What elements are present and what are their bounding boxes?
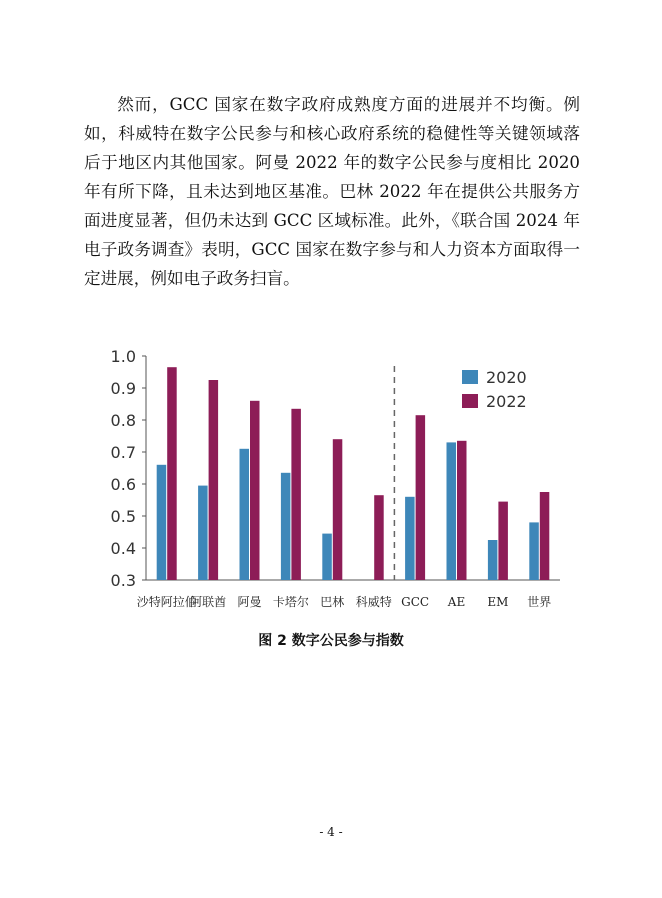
legend: [462, 368, 527, 411]
bar-2020-7: [447, 442, 457, 580]
bar-2020-3: [281, 473, 291, 580]
page-number: - 4 -: [319, 825, 343, 839]
x-tick-label: 卡塔尔: [272, 595, 309, 609]
legend-label-2022: 2022: [486, 392, 527, 411]
y-tick-label: 0.7: [110, 443, 136, 462]
bar-2022-5: [374, 495, 384, 580]
y-tick-label: 1.0: [110, 347, 136, 366]
bar-2022-6: [416, 415, 426, 580]
legend-swatch-2022: [462, 394, 478, 408]
bar-2020-9: [529, 522, 539, 580]
bar-2022-9: [540, 492, 550, 580]
y-tick-label: 0.4: [110, 539, 136, 558]
bar-2022-7: [457, 441, 467, 580]
x-tick-label: 巴林: [320, 595, 345, 609]
legend-label-2020: 2020: [486, 368, 527, 387]
x-tick-label: 科威特: [355, 595, 392, 609]
y-tick-label: 0.3: [110, 571, 136, 590]
y-tick-label: 0.5: [110, 507, 136, 526]
x-tick-label: 阿曼: [237, 595, 262, 609]
bar-chart: [90, 342, 570, 622]
body-paragraph: 然而，GCC 国家在数字政府成熟度方面的进展并不均衡。例如，科威特在数字公民参与和核心政府系统的稳健性等关键领域落后于地区内其他国家。阿曼 2022 年的数字公民参与度相比 2020 年有所下降，且未达到地区基准。巴林 2022 年在提供公共服务方面进度显著，但仍未达到 GCC 区域标准。此外，《联合国 2024 年电子政务调查》表明，GCC 国家在数字参与和人力资本方面取得一定进展，例如电子政务扫盲。: [84, 95, 580, 288]
bar-2022-0: [167, 367, 177, 580]
y-tick-label: 0.6: [110, 475, 136, 494]
x-tick-label: GCC: [401, 595, 430, 609]
y-tick-label: 0.8: [110, 411, 136, 430]
x-tick-label: 世界: [527, 595, 552, 609]
bar-2022-8: [498, 502, 508, 580]
bar-2020-8: [488, 540, 498, 580]
bar-2020-0: [157, 465, 167, 580]
bar-2020-1: [198, 486, 208, 580]
figure-caption: 图 2 数字公民参与指数: [258, 633, 404, 649]
bar-2020-2: [240, 449, 250, 580]
bar-2020-6: [405, 497, 415, 580]
y-tick-label: 0.9: [110, 379, 136, 398]
x-tick-label: EM: [487, 595, 509, 609]
bar-2022-3: [291, 409, 301, 580]
legend-swatch-2020: [462, 370, 478, 384]
x-tick-label: 沙特阿拉伯: [136, 595, 197, 609]
x-tick-label: 阿联酋: [190, 595, 227, 609]
bar-2022-4: [333, 439, 343, 580]
figure: [90, 342, 570, 622]
x-tick-label: AE: [447, 595, 466, 609]
x-axis-labels: [137, 594, 552, 609]
bar-2022-2: [250, 401, 260, 580]
bar-2020-4: [322, 534, 332, 580]
bar-2022-1: [209, 380, 219, 580]
